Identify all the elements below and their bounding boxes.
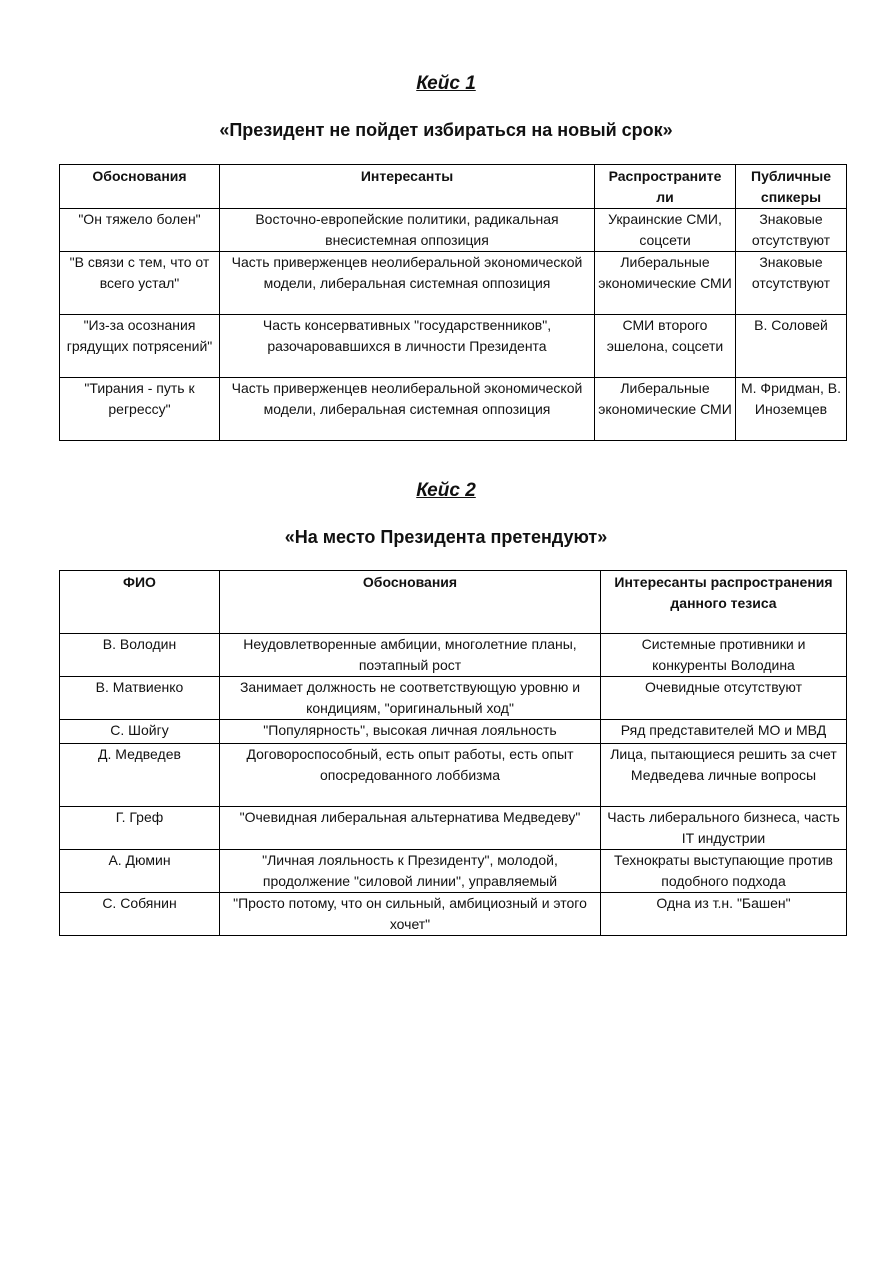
case1-table [59,164,847,441]
table-cell: Одна из т.н. "Башен" [601,893,847,936]
table-cell: Знаковые отсутствуют [736,209,847,252]
case1-header-speakers: Публичные спикеры [736,165,847,209]
table-cell: Технократы выступающие против подобного подхода [601,850,847,893]
table-cell: М. Фридман, В. Иноземцев [736,378,847,441]
table-cell: Лица, пытающиеся решить за счет Медведева личные вопросы [601,744,847,807]
table-cell: С. Шойгу [60,720,220,744]
case2-table [59,570,847,936]
table-cell: Часть консервативных "государственников", разочаровавшихся в личности Президента [220,315,595,378]
table-cell: Д. Медведев [60,744,220,807]
table-cell: Неудовлетворенные амбиции, многолетние планы, поэтапный рост [220,634,601,677]
table-row [60,720,847,744]
table-cell: Часть приверженцев неолиберальной экономической модели, либеральная системная оппозиция [220,252,595,315]
table-row [60,893,847,936]
case1-header-stakeholders: Интересанты [220,165,595,209]
table-cell: С. Собянин [60,893,220,936]
table-cell: "Он тяжело болен" [60,209,220,252]
case2-header-justification: Обоснования [220,571,601,634]
case1-header-justification: Обоснования [60,165,220,209]
table-cell: "В связи с тем, что от всего устал" [60,252,220,315]
case1-heading: Кейс 1 [416,73,476,94]
table-row [60,677,847,720]
table-row [60,209,847,252]
table-cell: Либеральные экономические СМИ [595,378,736,441]
table-cell: Либеральные экономические СМИ [595,252,736,315]
table-cell: Очевидные отсутствуют [601,677,847,720]
table-cell: "Очевидная либеральная альтернатива Медведеву" [220,807,601,850]
table-cell: В. Матвиенко [60,677,220,720]
table-cell: Г. Греф [60,807,220,850]
table-cell: "Просто потому, что он сильный, амбициозный и этого хочет" [220,893,601,936]
table-cell: Восточно-европейские политики, радикальная внесистемная оппозиция [220,209,595,252]
table-cell: Часть либерального бизнеса, часть IT индустрии [601,807,847,850]
case1-title: «Президент не пойдет избираться на новый срок» [219,120,673,140]
case2-header-stakeholders: Интересанты распространения данного тезиса [601,571,847,634]
table-cell: А. Дюмин [60,850,220,893]
table-cell: Украинские СМИ, соцсети [595,209,736,252]
table-cell: "Популярность", высокая личная лояльность [220,720,601,744]
case1-header-distributors: Распространите ли [595,165,736,209]
table-cell: Занимает должность не соответствующую уровню и кондициям, "оригинальный ход" [220,677,601,720]
table-row [60,807,847,850]
table-row [60,378,847,441]
table-cell: В. Соловей [736,315,847,378]
table-cell: "Тирания - путь к регрессу" [60,378,220,441]
table-cell: СМИ второго эшелона, соцсети [595,315,736,378]
case2-header-name: ФИО [60,571,220,634]
table-row [60,744,847,807]
table-row [60,850,847,893]
table-row [60,634,847,677]
table-cell: "Личная лояльность к Президенту", молодой, продолжение "силовой линии", управляемый [220,850,601,893]
table-cell: Знаковые отсутствуют [736,252,847,315]
table-cell: Системные противники и конкуренты Володина [601,634,847,677]
table-cell: Ряд представителей МО и МВД [601,720,847,744]
table-cell: В. Володин [60,634,220,677]
table-cell: Часть приверженцев неолиберальной экономической модели, либеральная системная оппозиция [220,378,595,441]
table-cell: Договороспособный, есть опыт работы, есть опыт опосредованного лоббизма [220,744,601,807]
table-row [60,252,847,315]
case2-title: «На место Президента претендуют» [284,527,608,547]
table-row [60,315,847,378]
case2-heading: Кейс 2 [416,480,476,501]
table-cell: "Из-за осознания грядущих потрясений" [60,315,220,378]
